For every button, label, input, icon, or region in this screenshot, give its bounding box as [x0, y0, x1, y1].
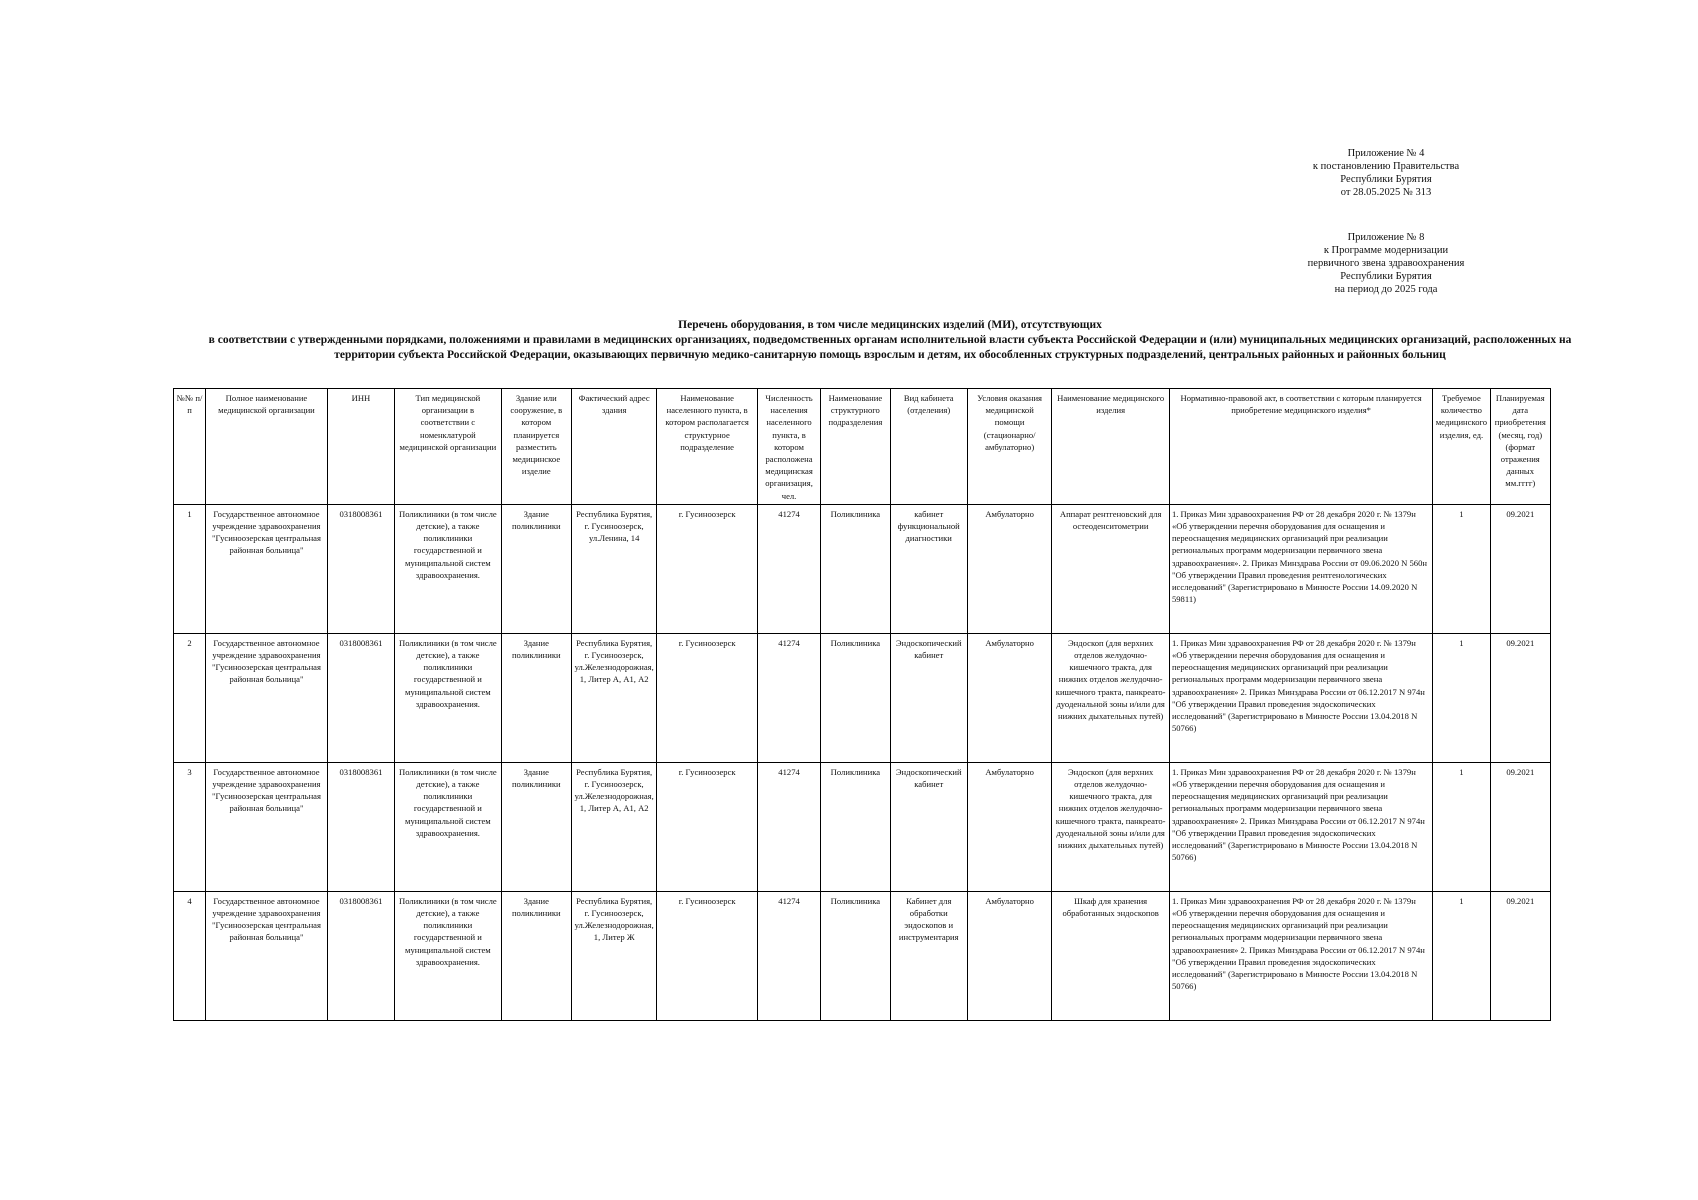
cell-settlement: г. Гусиноозерск: [657, 504, 758, 633]
table-row: [174, 633, 1551, 762]
equipment-table: [173, 388, 1551, 1021]
cell-address: Республика Бурятия, г. Гусиноозерск, ул.Железнодорожная, 1, Литер А, А1, А2: [571, 762, 656, 891]
cell-address: Республика Бурятия, г. Гусиноозерск, ул.Железнодорожная, 1, Литер Ж: [571, 891, 656, 1020]
cell-num: 3: [174, 762, 206, 891]
cell-type: Поликлиники (в том числе детские), а также поликлиники государственной и муниципальной систем здравоохранения.: [395, 633, 502, 762]
cell-address: Республика Бурятия, г. Гусиноозерск, ул.Железнодорожная, 1, Литер А, А1, А2: [571, 633, 656, 762]
cell-cabinet: Эндоскопический кабинет: [890, 633, 967, 762]
header-settlement: Наименование населенного пункта, в котором располагается структурное подразделение: [657, 389, 758, 505]
cell-type: Поликлиники (в том числе детские), а также поликлиники государственной и муниципальной систем здравоохранения.: [395, 762, 502, 891]
header-quantity: Требуемое количество медицинского изделия, ед.: [1433, 389, 1490, 505]
cell-act: 1. Приказ Мин здравоохранения РФ от 28 декабря 2020 г. № 1379н «Об утверждении перечня оборудования для оснащения и переоснащения медицинских организаций при реализации региональных программ модернизации первичного звена здравоохранения» 2. Приказ Минздрава России от 06.12.2017 N 974н "Об утверждении Правил проведения эндоскопических исследований" (Зарегистрировано в Минюсте России 13.04.2018 N 50766): [1169, 891, 1432, 1020]
cell-settlement: г. Гусиноозерск: [657, 762, 758, 891]
header-address: Фактический адрес здания: [571, 389, 656, 505]
cell-act: 1. Приказ Мин здравоохранения РФ от 28 декабря 2020 г. № 1379н «Об утверждении перечня оборудования для оснащения и переоснащения медицинских организаций при реализации региональных программ модернизации первичного звена здравоохранения» 2. Приказ Минздрава России от 06.12.2017 N 974н "Об утверждении Правил проведения эндоскопических исследований" (Зарегистрировано в Минюсте России 13.04.2018 N 50766): [1169, 762, 1432, 891]
appendix-program: [1266, 231, 1506, 296]
cell-conditions: Амбулаторно: [967, 891, 1051, 1020]
cell-population: 41274: [757, 762, 820, 891]
cell-date: 09.2021: [1490, 504, 1550, 633]
title-line-1: Перечень оборудования, в том числе медицинских изделий (МИ), отсутствующих: [678, 319, 1102, 331]
cell-cabinet: Эндоскопический кабинет: [890, 762, 967, 891]
title-line-2: в соответствии с утвержденными порядками, положениями и правилами в медицинских организациях, подведомственных органам исполнительной власти субъекта Российской Федерации и (или) муниципальных медицинских организаций, расположенных на территории субъекта Российской Федерации, оказывающих первичную медико-санитарную помощь взрослым и детям, их обособленных структурных подразделений, центральных районных и районных больниц: [208, 334, 1572, 361]
cell-unit: Поликлиника: [821, 504, 890, 633]
header-building: Здание или сооружение, в котором планируется разместить медицинское изделие: [501, 389, 571, 505]
cell-unit: Поликлиника: [821, 762, 890, 891]
cell-device: Шкаф для хранения обработанных эндоскопов: [1052, 891, 1170, 1020]
header-unit: Наименование структурного подразделения: [821, 389, 890, 505]
cell-quantity: 1: [1433, 504, 1490, 633]
header-cabinet: Вид кабинета (отделения): [890, 389, 967, 505]
header-device: Наименование медицинского изделия: [1052, 389, 1170, 505]
appendix-line: Республики Бурятия: [1340, 271, 1432, 282]
cell-quantity: 1: [1433, 891, 1490, 1020]
cell-device: Эндоскоп (для верхних отделов желудочно-кишечного тракта, для нижних отделов желудочно-кишечного тракта, панкреато-дуоденальной зоны и/или для нижних дыхательных путей): [1052, 633, 1170, 762]
table-row: [174, 891, 1551, 1020]
cell-date: 09.2021: [1490, 762, 1550, 891]
header-num: №№ п/п: [174, 389, 206, 505]
appendix-line: к Программе модернизации: [1323, 245, 1449, 256]
appendix-line: Приложение № 8: [1347, 232, 1425, 243]
header-date: Планируемая дата приобретения (месяц, год) (формат отражения данных мм.гггг): [1490, 389, 1550, 505]
header-org: Полное наименование медицинской организации: [206, 389, 328, 505]
cell-date: 09.2021: [1490, 891, 1550, 1020]
cell-population: 41274: [757, 633, 820, 762]
cell-device: Эндоскоп (для верхних отделов желудочно-кишечного тракта, для нижних отделов желудочно-кишечного тракта, панкреато-дуоденальной зоны и/или для нижних дыхательных путей): [1052, 762, 1170, 891]
table-row: [174, 504, 1551, 633]
header-population: Численность населения населенного пункта, в котором расположена медицинская организация, чел.: [757, 389, 820, 505]
appendix-line: от 28.05.2025 № 313: [1340, 187, 1432, 198]
header-act: Нормативно-правовой акт, в соответствии с которым планируется приобретение медицинского изделия*: [1169, 389, 1432, 505]
cell-unit: Поликлиника: [821, 633, 890, 762]
cell-population: 41274: [757, 504, 820, 633]
cell-cabinet: кабинет функциональной диагностики: [890, 504, 967, 633]
cell-org: Государственное автономное учреждение здравоохранения "Гусиноозерская центральная районная больница": [206, 504, 328, 633]
cell-population: 41274: [757, 891, 820, 1020]
appendix-line: на период до 2025 года: [1334, 284, 1438, 295]
cell-org: Государственное автономное учреждение здравоохранения "Гусиноозерская центральная районная больница": [206, 633, 328, 762]
cell-date: 09.2021: [1490, 633, 1550, 762]
table-header-row: [174, 389, 1551, 505]
cell-inn: 0318008361: [327, 762, 394, 891]
cell-org: Государственное автономное учреждение здравоохранения "Гусиноозерская центральная районная больница": [206, 762, 328, 891]
cell-device: Аппарат рентгеновский для остеоденситометрии: [1052, 504, 1170, 633]
cell-num: 2: [174, 633, 206, 762]
cell-type: Поликлиники (в том числе детские), а также поликлиники государственной и муниципальной систем здравоохранения.: [395, 891, 502, 1020]
document-title: [200, 318, 1580, 363]
cell-building: Здание поликлиники: [501, 762, 571, 891]
cell-num: 4: [174, 891, 206, 1020]
cell-num: 1: [174, 504, 206, 633]
cell-inn: 0318008361: [327, 633, 394, 762]
header-inn: ИНН: [327, 389, 394, 505]
table-row: [174, 762, 1551, 891]
cell-unit: Поликлиника: [821, 891, 890, 1020]
cell-cabinet: Кабинет для обработки эндоскопов и инструментария: [890, 891, 967, 1020]
header-type: Тип медицинской организации в соответствии с номенклатурой медицинской организации: [395, 389, 502, 505]
cell-conditions: Амбулаторно: [967, 762, 1051, 891]
cell-act: 1. Приказ Мин здравоохранения РФ от 28 декабря 2020 г. № 1379н «Об утверждении перечня оборудования для оснащения и переоснащения медицинских организаций при реализации региональных программ модернизации первичного звена здравоохранения» 2. Приказ Минздрава России от 06.12.2017 N 974н "Об утверждении Правил проведения эндоскопических исследований" (Зарегистрировано в Минюсте России 13.04.2018 N 50766): [1169, 633, 1432, 762]
header-conditions: Условия оказания медицинской помощи (стационарно/амбулаторно): [967, 389, 1051, 505]
cell-act: 1. Приказ Мин здравоохранения РФ от 28 декабря 2020 г. № 1379н «Об утверждении перечня оборудования для оснащения и переоснащения медицинских организаций при реализации региональных программ модернизации первичного звена здравоохранения». 2. Приказ Минздрава России от 09.06.2020 N 560н "Об утверждении Правил проведения рентгенологических исследований" (Зарегистрировано в Минюсте России 14.09.2020 N 59811): [1169, 504, 1432, 633]
cell-inn: 0318008361: [327, 891, 394, 1020]
cell-type: Поликлиники (в том числе детские), а также поликлиники государственной и муниципальной систем здравоохранения.: [395, 504, 502, 633]
cell-settlement: г. Гусиноозерск: [657, 633, 758, 762]
cell-quantity: 1: [1433, 762, 1490, 891]
cell-building: Здание поликлиники: [501, 633, 571, 762]
appendix-line: Приложение № 4: [1347, 148, 1425, 159]
cell-address: Республика Бурятия, г. Гусиноозерск, ул.Ленина, 14: [571, 504, 656, 633]
cell-building: Здание поликлиники: [501, 504, 571, 633]
cell-settlement: г. Гусиноозерск: [657, 891, 758, 1020]
cell-inn: 0318008361: [327, 504, 394, 633]
appendix-gov-decree: [1266, 147, 1506, 199]
cell-org: Государственное автономное учреждение здравоохранения "Гусиноозерская центральная районная больница": [206, 891, 328, 1020]
cell-conditions: Амбулаторно: [967, 504, 1051, 633]
appendix-line: первичного звена здравоохранения: [1307, 258, 1465, 269]
cell-quantity: 1: [1433, 633, 1490, 762]
cell-conditions: Амбулаторно: [967, 633, 1051, 762]
appendix-line: к постановлению Правительства: [1312, 161, 1460, 172]
appendix-line: Республики Бурятия: [1340, 174, 1432, 185]
cell-building: Здание поликлиники: [501, 891, 571, 1020]
